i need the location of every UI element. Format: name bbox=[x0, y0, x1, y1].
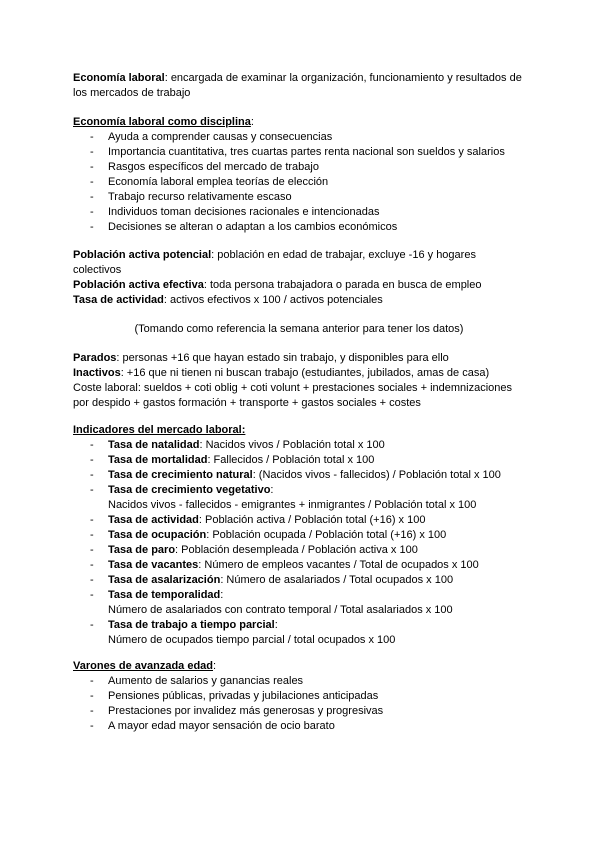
list-item: - A mayor edad mayor sensación de ocio barato bbox=[73, 719, 525, 734]
indicator-formula: : Número de asalariados / Total ocupados x 100 bbox=[220, 574, 454, 586]
indicadores-section bbox=[73, 423, 525, 648]
efectiva-term: Población activa efectiva bbox=[73, 279, 204, 291]
indicator-item bbox=[73, 618, 525, 633]
indicator-item bbox=[73, 468, 525, 483]
varones-section bbox=[73, 659, 525, 734]
tasa-actividad-text: : activos efectivos x 100 / activos potenciales bbox=[163, 294, 383, 306]
potencial-text: : población en edad de trabajar, excluye -16 y hogares colectivos bbox=[73, 249, 476, 276]
indicator-formula: : Fallecidos / Población total x 100 bbox=[207, 454, 375, 466]
varones-heading: Varones de avanzada edad bbox=[73, 660, 214, 672]
indicator-term: Tasa de temporalidad bbox=[108, 589, 221, 601]
parados-text: : personas +16 que hayan estado sin trabajo, y disponibles para ello bbox=[116, 352, 449, 364]
indicator-formula-continued: Nacidos vivos - fallecidos - emigrantes + inmigrantes / Población total x 100 bbox=[108, 499, 477, 511]
indicator-formula-continued: Número de asalariados con contrato temporal / Total asalariados x 100 bbox=[108, 604, 453, 616]
intro-text: : encargada de examinar la organización, funcionamiento y resultados de los mercados de trabajo bbox=[73, 72, 522, 99]
indicator-formula: : bbox=[220, 589, 224, 601]
list-item: - Trabajo recurso relativamente escaso bbox=[73, 190, 525, 205]
list-item: - Pensiones públicas, privadas y jubilaciones anticipadas bbox=[73, 689, 525, 704]
indicator-formula: : bbox=[274, 619, 278, 631]
inactivos-term: Inactivos bbox=[73, 367, 121, 379]
disciplina-section bbox=[73, 115, 525, 235]
indicadores-heading: Indicadores del mercado laboral: bbox=[73, 424, 246, 436]
indicator-item bbox=[73, 513, 525, 528]
reference-note: (Tomando como referencia la semana anterior para tener los datos) bbox=[134, 323, 464, 335]
list-item: - Ayuda a comprender causas y consecuencias bbox=[73, 130, 525, 145]
list-item: - Importancia cuantitativa, tres cuartas partes renta nacional son sueldos y salarios bbox=[73, 145, 525, 160]
indicator-term: Tasa de crecimiento vegetativo bbox=[108, 484, 271, 496]
indicator-item bbox=[73, 453, 525, 468]
indicator-formula: : Población desempleada / Población activa x 100 bbox=[175, 544, 418, 556]
indicator-term: Tasa de mortalidad bbox=[108, 454, 208, 466]
varones-heading-suffix: : bbox=[213, 660, 217, 672]
disciplina-list bbox=[73, 130, 525, 235]
potencial-term: Población activa potencial bbox=[73, 249, 212, 261]
indicator-item bbox=[73, 588, 525, 603]
indicator-formula-continued: Número de ocupados tiempo parcial / total ocupados x 100 bbox=[108, 634, 396, 646]
indicator-term: Tasa de crecimiento natural bbox=[108, 469, 253, 481]
indicator-term: Tasa de vacantes bbox=[108, 559, 199, 571]
indicator-item bbox=[73, 438, 525, 453]
list-item: - Decisiones se alteran o adaptan a los cambios económicos bbox=[73, 220, 525, 235]
list-item: - Individuos toman decisiones racionales e intencionadas bbox=[73, 205, 525, 220]
inactivos-text: : +16 que ni tienen ni buscan trabajo (estudiantes, jubilados, amas de casa) bbox=[120, 367, 490, 379]
indicator-term: Tasa de trabajo a tiempo parcial bbox=[108, 619, 275, 631]
indicator-formula: : Número de empleos vacantes / Total de ocupados x 100 bbox=[198, 559, 479, 571]
poblacion-section bbox=[73, 248, 525, 308]
indicator-formula: : bbox=[270, 484, 274, 496]
varones-list bbox=[73, 674, 525, 734]
indicator-term: Tasa de natalidad bbox=[108, 439, 200, 451]
indicator-item bbox=[73, 558, 525, 573]
parados-section bbox=[73, 351, 525, 411]
disciplina-heading-suffix: : bbox=[250, 116, 254, 128]
list-item: - Economía laboral emplea teorías de elección bbox=[73, 175, 525, 190]
indicator-term: Tasa de paro bbox=[108, 544, 176, 556]
coste-laboral-text: Coste laboral: sueldos + coti oblig + coti volunt + prestaciones sociales + indemnizaciones por despido + gastos formación + transporte + gastos sociales + costes bbox=[73, 382, 513, 409]
intro-term: Economía laboral bbox=[73, 72, 165, 84]
indicadores-list bbox=[73, 438, 525, 648]
indicator-formula: : Nacidos vivos / Población total x 100 bbox=[199, 439, 385, 451]
list-item: - Rasgos específicos del mercado de trabajo bbox=[73, 160, 525, 175]
indicator-term: Tasa de asalarización bbox=[108, 574, 221, 586]
efectiva-text: : toda persona trabajadora o parada en busca de empleo bbox=[203, 279, 482, 291]
indicator-item bbox=[73, 573, 525, 588]
list-item: - Prestaciones por invalidez más generosas y progresivas bbox=[73, 704, 525, 719]
indicator-formula: : Población activa / Población total (+16) x 100 bbox=[198, 514, 426, 526]
tasa-actividad-term: Tasa de actividad bbox=[73, 294, 164, 306]
intro-paragraph bbox=[73, 71, 525, 101]
indicator-item bbox=[73, 483, 525, 498]
indicator-item bbox=[73, 528, 525, 543]
disciplina-heading: Economía laboral como disciplina bbox=[73, 116, 251, 128]
list-item: - Aumento de salarios y ganancias reales bbox=[73, 674, 525, 689]
indicator-formula: : (Nacidos vivos - fallecidos) / Población total x 100 bbox=[252, 469, 501, 481]
indicator-formula: : Población ocupada / Población total (+16) x 100 bbox=[206, 529, 447, 541]
indicator-term: Tasa de actividad bbox=[108, 514, 199, 526]
indicator-item bbox=[73, 543, 525, 558]
indicator-term: Tasa de ocupación bbox=[108, 529, 207, 541]
parados-term: Parados bbox=[73, 352, 117, 364]
